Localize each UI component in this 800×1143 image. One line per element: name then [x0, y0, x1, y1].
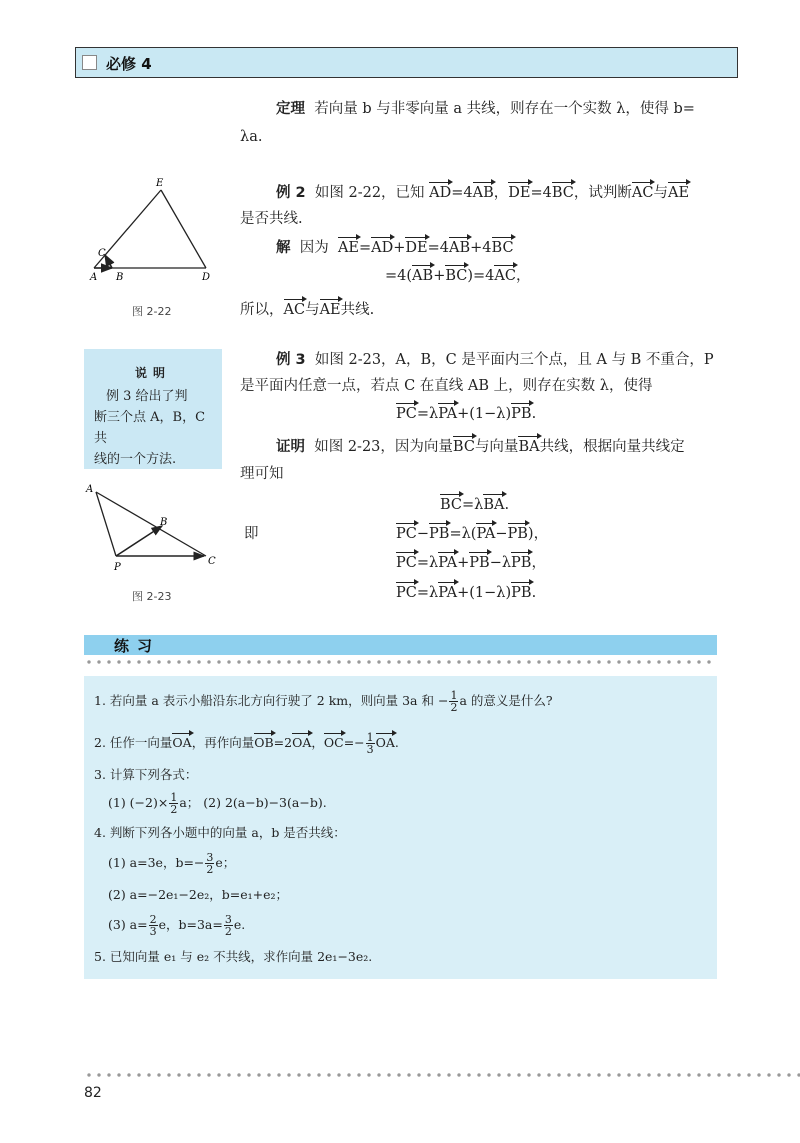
dotted-divider: [84, 660, 717, 664]
vector-BC: [105, 255, 112, 268]
sol2-comma: ，: [516, 268, 531, 284]
vec-AE: AE: [319, 302, 341, 318]
sol2-plus: +: [433, 268, 446, 284]
fraction-num: 3: [206, 851, 214, 864]
proof-text-a: 如图 2-23，因为向量: [314, 439, 453, 455]
vec-BC: BC: [491, 240, 514, 256]
vec-AC: AC: [283, 302, 306, 318]
ex2-c: =2: [273, 735, 293, 750]
ex2-text-b: ，试判断: [573, 185, 632, 201]
vec-AC: AC: [494, 268, 516, 284]
chapter-title: 必修 4: [106, 55, 152, 73]
ex2-eq2: =4: [530, 185, 552, 201]
exercise-item-5: 5. 已知向量 e₁ 与 e₂ 不共线，求作向量 2e₁−3e₂.: [94, 949, 373, 964]
f-mid: +(1−λ): [457, 406, 512, 422]
vec-BA: BA: [518, 439, 540, 455]
fraction-num: 2: [149, 913, 157, 926]
fraction: [149, 914, 158, 937]
vec-PC: PC: [396, 585, 417, 601]
ex2-b: ，再作向量: [191, 735, 255, 750]
example3-formula: [396, 404, 536, 424]
exercise-box: [84, 676, 717, 979]
collinear-text: 共线.: [340, 302, 375, 318]
fraction-den: 2: [224, 925, 232, 938]
then-label: 即: [244, 526, 259, 542]
example2-line-1: [276, 183, 689, 203]
vec-PA: PA: [438, 406, 458, 422]
exercise-item-3-parts: [108, 792, 327, 815]
fraction-den: 2: [206, 863, 214, 876]
f4-end: .: [531, 585, 537, 601]
sol-plus4: +4: [470, 240, 492, 256]
vec-AE: AE: [337, 240, 359, 256]
proof-label: 证明: [276, 439, 305, 455]
vec-BA: BA: [483, 497, 505, 513]
exercise-header-bar: [84, 635, 717, 655]
example3-label: 例 3: [276, 352, 306, 368]
fraction-num: 1: [170, 791, 178, 804]
note-box: [84, 349, 222, 469]
label-C: C: [208, 556, 216, 567]
example2-line-2: 是否共线.: [240, 211, 303, 227]
vec-AB: AB: [412, 268, 434, 284]
proof-line-1: [276, 437, 685, 457]
ex2-with: 与: [653, 185, 668, 201]
note-line-2: 断三个点 A，B，C 共: [94, 410, 206, 446]
figure-2-23-caption: 图 2-23: [132, 590, 172, 603]
proof-text-b: 与向量: [474, 439, 519, 455]
f2-minus: −: [495, 526, 508, 542]
vec-BC: BC: [452, 439, 475, 455]
ex2-text: 如图 2-22，已知: [314, 185, 430, 201]
ex1-text-b: a 的意义是什么?: [459, 693, 553, 708]
ex1-text-a: 1. 若向量 a 表示小船沿东北方向行驶了 2 km，则向量 3a 和 −: [94, 693, 449, 708]
vec-OC: OC: [323, 735, 344, 750]
f2-eq: −: [416, 526, 430, 542]
sol-plus: +: [393, 240, 406, 256]
ex4-3-c: e.: [233, 917, 246, 932]
conclusion-line: [240, 300, 374, 320]
exercise-item-3: 3. 计算下列各式：: [94, 767, 198, 782]
fraction-den: 3: [149, 925, 157, 938]
fraction-den: 2: [170, 803, 178, 816]
theorem-label: 定理: [276, 101, 305, 117]
vec-AB: AB: [449, 240, 471, 256]
vec-PB: PB: [429, 526, 450, 542]
label-D: D: [202, 272, 211, 283]
fraction: [366, 732, 375, 755]
proof-line-2: 理可知: [240, 466, 284, 482]
because-text: 因为: [299, 240, 329, 256]
segment-ED: [161, 190, 206, 268]
vec-PB: PB: [507, 526, 528, 542]
label-C: C: [98, 248, 106, 259]
vector-PB: [116, 526, 162, 556]
vec-DE: DE: [508, 185, 531, 201]
example3-line-2: 是平面内任意一点，若点 C 在直线 AB 上，则存在实数 λ，使得: [240, 378, 653, 394]
solution-label: 解: [276, 240, 291, 256]
example3-line-1: [276, 350, 714, 370]
proof-formula-3: [396, 553, 546, 573]
f3-eq: =λ: [416, 555, 439, 571]
exercise-item-4: 4. 判断下列各小题中的向量 a，b 是否共线：: [94, 825, 346, 840]
vec-BC: BC: [440, 497, 463, 513]
f1-end: .: [504, 497, 510, 513]
fraction: [224, 914, 233, 937]
label-A: A: [90, 272, 98, 283]
exercise-item-4-1: [108, 852, 235, 875]
vec-PA: PA: [476, 526, 496, 542]
so-text: 所以，: [240, 302, 284, 318]
example2-label: 例 2: [276, 185, 306, 201]
f2-mid: =λ(: [449, 526, 477, 542]
ex3-text-1: 如图 2-23，A，B，C 是平面内三个点，且 A 与 B 不重合，P: [314, 352, 714, 368]
vec-DE: DE: [405, 240, 428, 256]
sol-eq4: =4: [427, 240, 450, 256]
solution-line-2: [385, 266, 531, 286]
vec-AB: AB: [472, 185, 494, 201]
vec-OA: OA: [172, 735, 192, 750]
label-P: P: [114, 562, 121, 573]
fraction: [205, 852, 214, 875]
proof-formula-4: [396, 583, 536, 603]
ex2-eq1: =4: [451, 185, 473, 201]
vec-PB: PB: [511, 585, 532, 601]
figure-2-22: [84, 176, 224, 296]
ex4-3-a: (3) a=: [108, 917, 148, 932]
ex2-f: .: [394, 735, 399, 750]
ex4-1-a: (1) a=3e，b=−: [108, 855, 205, 870]
header-square-icon: [82, 55, 97, 70]
sol2-eq4: )=4: [467, 268, 495, 284]
theorem-text-1: 若向量 b 与非零向量 a 共线，则存在一个实数 λ，使得 b=: [314, 101, 695, 117]
sol2-eq: =4(: [385, 268, 413, 284]
vec-PA: PA: [438, 585, 458, 601]
vec-PB: PB: [469, 555, 490, 571]
f3-mid: −λ: [489, 555, 512, 571]
vec-PC: PC: [396, 406, 417, 422]
vec-BC: BC: [551, 185, 574, 201]
fraction-den: 2: [450, 701, 458, 714]
f1-eq: =λ: [462, 497, 484, 513]
vec-OA: OA: [375, 735, 395, 750]
vec-PA: PA: [438, 555, 458, 571]
fraction: [169, 792, 178, 815]
theorem-line-1: [276, 99, 695, 119]
exercise-item-4-2: (2) a=−2e₁−2e₂，b=e₁+e₂；: [108, 887, 289, 902]
vec-PB: PB: [511, 555, 532, 571]
vec-OA: OA: [292, 735, 312, 750]
exercise-item-2: [94, 732, 399, 755]
proof-formula-1: [440, 495, 509, 515]
ex4-3-b: e，b=3a=: [158, 917, 223, 932]
fraction-num: 1: [366, 731, 374, 744]
f-eq: =λ: [416, 406, 439, 422]
f4-mid: +(1−λ): [457, 585, 512, 601]
chapter-header: [75, 47, 738, 78]
fraction-num: 1: [450, 689, 458, 702]
note-line-3: 线的一个方法.: [94, 452, 177, 467]
vec-OB: OB: [254, 735, 274, 750]
sol-eq: =: [359, 240, 372, 256]
fraction-den: 3: [366, 743, 374, 756]
vec-PC: PC: [396, 526, 417, 542]
ex3-b: a； (2) 2(a−b)−3(a−b).: [179, 795, 327, 810]
label-B: B: [116, 272, 124, 283]
fraction-num: 3: [224, 913, 232, 926]
f2-end: )，: [527, 526, 549, 542]
vec-BC: BC: [445, 268, 468, 284]
exercise-item-4-3: [108, 914, 245, 937]
label-B: B: [160, 517, 168, 528]
vec-AD: AD: [371, 240, 394, 256]
note-line-1: 例 3 给出了判: [106, 389, 188, 404]
theorem-line-2: λa.: [240, 129, 263, 145]
label-E: E: [156, 178, 164, 189]
vec-AD: AD: [429, 185, 452, 201]
ex2-d: ，: [311, 735, 324, 750]
vec-PB: PB: [511, 406, 532, 422]
with-text: 与: [305, 302, 320, 318]
f4-eq: =λ: [416, 585, 439, 601]
proof-text-c: 共线，根据向量共线定: [539, 439, 685, 455]
f3-plus: +: [457, 555, 470, 571]
solution-line-1: [276, 238, 514, 258]
footer-dotted-divider: [84, 1073, 800, 1077]
label-A: A: [86, 484, 94, 495]
ex2-a: 2. 任作一向量: [94, 735, 173, 750]
vec-AC: AC: [631, 185, 654, 201]
vec-AE: AE: [667, 185, 690, 201]
exercise-title: 练习: [114, 637, 161, 655]
proof-formula-2: [396, 524, 548, 544]
page-number: 82: [84, 1085, 102, 1101]
note-title: 说明: [134, 366, 171, 380]
fraction: [449, 690, 458, 713]
f-end: .: [531, 406, 537, 422]
f3-end: ，: [531, 555, 546, 571]
ex3-a: (1) (−2)×: [108, 795, 169, 810]
vec-PC: PC: [396, 555, 417, 571]
figure-2-23: [84, 480, 224, 580]
ex4-1-b: e；: [215, 855, 236, 870]
ex2-e: =−: [343, 735, 365, 750]
exercise-item-1: [94, 690, 553, 713]
figure-2-22-caption: 图 2-22: [132, 305, 172, 318]
ex2-comma: ，: [493, 185, 509, 201]
